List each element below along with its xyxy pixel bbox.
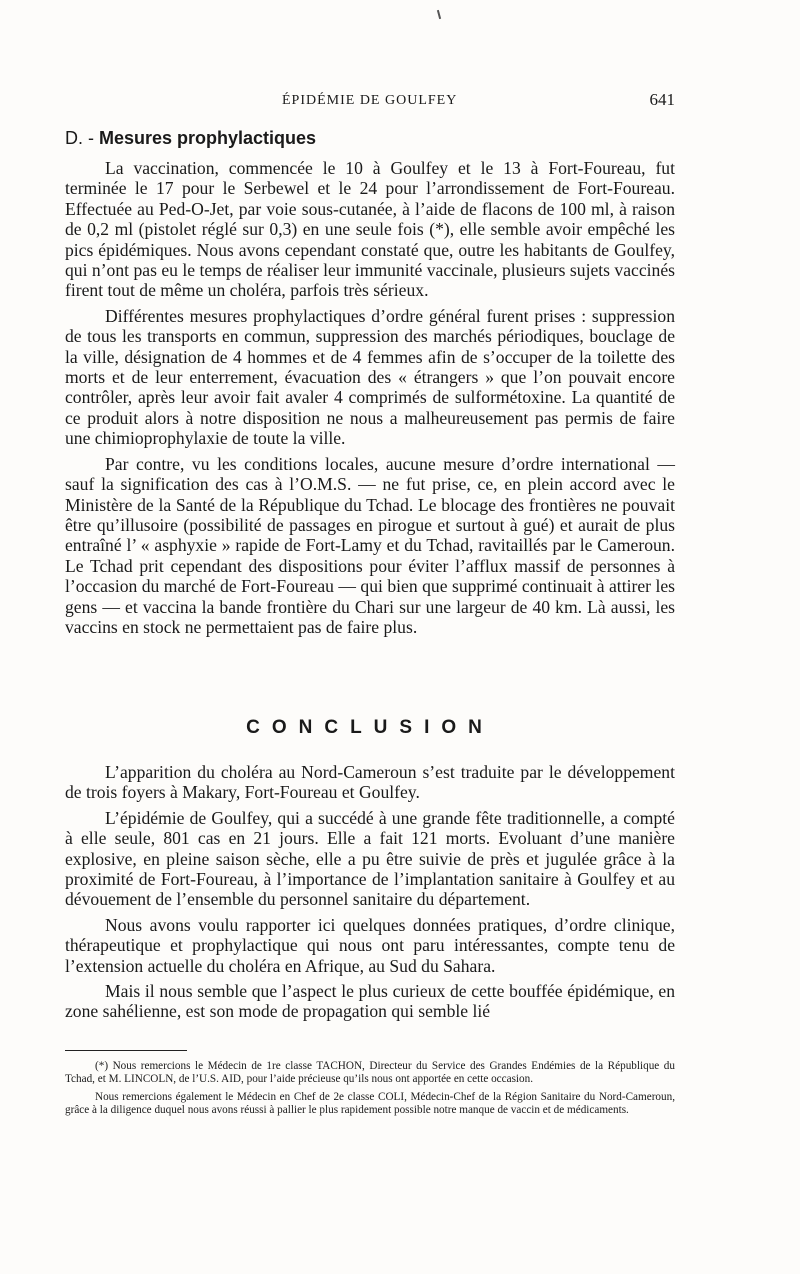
section-prefix: D. - [65,128,99,148]
section-title: Mesures prophylactiques [99,128,317,148]
footnote-rule [65,1050,187,1051]
section-heading [65,128,316,149]
footnote: (*) Nous remercions le Médecin de 1re classe TACHON, Directeur du Service des Grandes Endémies de la République du Tchad, et M. LINCOLN, de l’U.S. AID, pour l’aide précieuse qu’ils nous ont apportée en cette occasion. [65,1060,675,1086]
scan-mark [437,10,441,19]
footnote: Nous remercions également le Médecin en Chef de 2e classe COLI, Médecin-Chef de la Région Sanitaire du Nord-Cameroun, grâce à la diligence duquel nous avons réussi à pallier le plus rapidement possible notre manque de vaccin et de médicaments. [65,1090,675,1117]
paragraph: Par contre, vu les conditions locales, aucune mesure d’ordre international — sauf la signification des cas à l’O.M.S. — ne fut prise, ce, en plein accord avec le Ministère de la Santé de la République du Tchad. Le blocage des frontières ne pouvait être qu’illusoire (possibilité de passages en pirogue et surtout à gué) et aurait de plus entraîné l’ « asphyxie » rapide de Fort-Lamy et du Tchad, ravitaillés par le Cameroun. Le Tchad prit cependant des dispositions pour éviter l’afflux massif de personnes à l’occasion du marché de Fort-Foureau — qui bien que supprimé continuait à attirer les gens — et vaccina la bande frontière du Chari sur une largeur de 40 km. Là aussi, les vaccins en stock ne permettaient pas de faire plus. [65,453,675,637]
conclusion-body [65,762,675,1027]
paragraph: La vaccination, commencée le 10 à Goulfey et le 13 à Fort-Foureau, fut terminée le 17 pour le Serbewel et le 24 pour l’arrondissement de Fort-Foureau. Effectuée au Ped-O-Jet, par voie sous-cutanée, à l’aide de flacons de 100 ml, à raison de 0,2 ml (pistolet réglé sur 0,3) en une seule fois (*), elle semble avoir empêché les pics épidémiques. Nous avons cependant constaté que, outre les habitants de Goulfey, qui n’ont pas eu le temps de réaliser leur immunité vaccinale, plusieurs sujets vaccinés firent tout de même un choléra, parfois très sérieux. [65,158,675,301]
paragraph: Mais il nous semble que l’aspect le plus curieux de cette bouffée épidémique, en zone sahélienne, est son mode de propagation qui semble lié [65,981,675,1022]
page-number: 641 [649,90,675,109]
running-title: ÉPIDÉMIE DE GOULFEY [282,93,458,108]
paragraph: Différentes mesures prophylactiques d’ordre général furent prises : suppression de tous les transports en commun, suppression des marchés périodiques, bouclage de la ville, désignation de 4 hommes et de 4 femmes afin de s’occuper de la toilette des morts et de leur enterrement, évacuation des « étrangers » que l’on pouvait encore contrôler, après leur avoir fait avaler 4 comprimés de sulformétoxine. La quantité de ce produit alors à notre disposition ne nous a malheureusement pas permis de faire une chimioprophylaxie de toute la ville. [65,305,675,449]
section-body [65,158,675,642]
footnotes [65,1060,675,1122]
paragraph: Nous avons voulu rapporter ici quelques données pratiques, d’ordre clinique, thérapeutique et prophylactique qui nous ont paru intéressantes, compte tenu de l’extension actuelle du choléra en Afrique, au Sud du Sahara. [65,914,675,976]
paragraph: L’épidémie de Goulfey, qui a succédé à une grande fête traditionnelle, a compté à elle seule, 801 cas en 21 jours. Elle a fait 121 morts. Evoluant d’une manière explosive, en pleine saison sèche, elle a pu être suivie de près et jugulée grâce à la proximité de Fort-Foureau, à l’importance de l’implantation sanitaire à Goulfey et au dévouement de l’ensemble du personnel sanitaire du département. [65,807,675,910]
conclusion-heading: CONCLUSION [246,717,494,738]
paragraph: L’apparition du choléra au Nord-Cameroun s’est traduite par le développement de trois foyers à Makary, Fort-Foureau et Goulfey. [65,762,675,803]
